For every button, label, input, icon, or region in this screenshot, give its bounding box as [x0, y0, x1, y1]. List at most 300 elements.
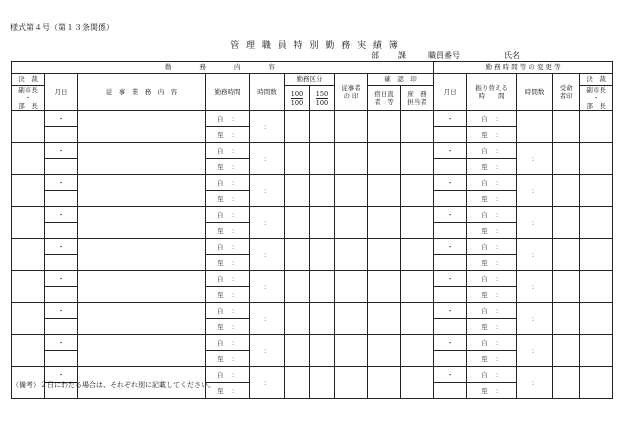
right-date-cell[interactable] — [434, 111, 467, 127]
duty-content-cell[interactable] — [78, 175, 206, 207]
record-row-top — [12, 303, 613, 319]
work-time-header: 勤務時間 — [206, 74, 250, 111]
to-label: 至 — [481, 322, 488, 331]
right-date-header: 月日 — [434, 74, 467, 111]
colon-text: ： — [231, 370, 238, 379]
colon-text: ： — [231, 146, 238, 155]
category-150-cell[interactable] — [310, 111, 335, 143]
worker-seal-header: 従事者 の 印 — [335, 74, 368, 111]
night-duty-seal-cell[interactable] — [368, 303, 401, 335]
hours-colon: ： — [263, 218, 271, 227]
from-time-cell[interactable] — [206, 335, 250, 351]
hours-colon: ： — [531, 186, 538, 195]
right-approver-cell[interactable] — [580, 143, 613, 175]
swap-from-cell[interactable] — [467, 271, 517, 287]
hours-colon: ： — [531, 154, 538, 163]
swap-from-cell[interactable] — [467, 303, 517, 319]
record-row-top — [12, 271, 613, 287]
category-100-cell[interactable] — [285, 175, 310, 207]
right-approver-cell[interactable] — [580, 239, 613, 271]
category-header: 勤務区分 — [285, 74, 335, 86]
category-100-cell[interactable] — [285, 367, 310, 399]
colon-text: ： — [231, 338, 238, 347]
right-date-cell[interactable] — [434, 143, 467, 159]
right-date-cell[interactable] — [434, 239, 467, 255]
colon-text: ： — [231, 226, 238, 235]
to-time-cell[interactable] — [206, 255, 250, 271]
frac2-denominator: 100 — [315, 98, 329, 107]
from-time-cell[interactable] — [206, 111, 250, 127]
affairs-seal-cell[interactable] — [401, 303, 434, 335]
order-seal-cell[interactable] — [553, 335, 580, 367]
to-label: 至 — [217, 354, 224, 363]
right-date-cell-bottom[interactable] — [434, 383, 467, 399]
affairs-seal-cell[interactable] — [401, 207, 434, 239]
swap-from-cell[interactable] — [467, 239, 517, 255]
to-label: 至 — [217, 226, 224, 235]
swap-to-cell[interactable] — [467, 191, 517, 207]
hours-colon: ： — [263, 314, 271, 323]
from-time-cell[interactable] — [206, 239, 250, 255]
colon-text: ： — [231, 162, 238, 171]
to-time-cell[interactable] — [206, 287, 250, 303]
night-duty-seal-cell[interactable] — [368, 271, 401, 303]
colon-text: ： — [495, 274, 503, 283]
worker-seal-cell[interactable] — [335, 175, 368, 207]
category-100-cell[interactable] — [285, 335, 310, 367]
page-title: 管 理 職 員 特 別 勤 務 実 績 簿 — [230, 41, 400, 51]
duty-content-group-header: 勤 務 内 容 — [12, 62, 434, 74]
colon-text: ： — [495, 354, 503, 363]
night-duty-seal-cell[interactable] — [368, 239, 401, 271]
category-150-cell[interactable] — [310, 367, 335, 399]
to-label: 至 — [481, 226, 488, 235]
section-label: 課 — [398, 51, 406, 60]
from-label: 自 — [481, 274, 488, 283]
form-number: 様式第４号（第１３条関係） — [10, 23, 114, 32]
right-hours-cell[interactable] — [517, 143, 553, 175]
right-date-cell-bottom[interactable] — [434, 319, 467, 335]
hours-colon: ： — [263, 122, 271, 131]
from-label: 自 — [481, 242, 488, 251]
date-dot: ・ — [446, 178, 454, 187]
hours-cell[interactable] — [250, 335, 285, 367]
date-dot: ・ — [57, 114, 65, 123]
right-date-cell-bottom[interactable] — [434, 255, 467, 271]
hours-colon: ： — [531, 282, 538, 291]
category-100-cell[interactable] — [285, 239, 310, 271]
date-dot: ・ — [57, 146, 65, 155]
hours-colon: ： — [263, 346, 271, 355]
hours-cell[interactable] — [250, 207, 285, 239]
from-label: 自 — [217, 210, 224, 219]
order-seal-cell[interactable] — [553, 367, 580, 399]
hours-cell[interactable] — [250, 111, 285, 143]
colon-text: ： — [231, 322, 238, 331]
from-label: 自 — [481, 114, 488, 123]
night-duty-seal-cell[interactable] — [368, 335, 401, 367]
to-label: 至 — [481, 130, 488, 139]
night-duty-header: 宿日直 者 等 — [368, 86, 401, 111]
duty-content-cell[interactable] — [78, 207, 206, 239]
category-100-cell[interactable] — [285, 303, 310, 335]
affairs-seal-cell[interactable] — [401, 175, 434, 207]
colon-text: ： — [231, 194, 238, 203]
to-label: 至 — [481, 354, 488, 363]
hours-cell[interactable] — [250, 303, 285, 335]
from-label: 自 — [217, 178, 224, 187]
swap-from-cell[interactable] — [467, 335, 517, 351]
approver-cell[interactable] — [12, 175, 45, 207]
right-approver-header: 副市長 ・ 部 長 — [580, 86, 613, 111]
department-label: 部 — [371, 51, 379, 60]
to-label: 至 — [481, 258, 488, 267]
order-seal-cell[interactable] — [553, 271, 580, 303]
date-cell-bottom[interactable] — [45, 159, 78, 175]
right-kessai-header: 決 裁 — [580, 74, 613, 86]
hours-cell[interactable] — [250, 271, 285, 303]
hours-cell[interactable] — [250, 143, 285, 175]
approver-cell[interactable] — [12, 303, 45, 335]
to-label: 至 — [217, 130, 224, 139]
colon-text: ： — [495, 370, 503, 379]
worker-seal-cell[interactable] — [335, 335, 368, 367]
colon-text: ： — [231, 258, 238, 267]
swap-from-cell[interactable] — [467, 367, 517, 383]
right-hours-cell[interactable] — [517, 271, 553, 303]
colon-text: ： — [495, 178, 503, 187]
date-cell[interactable] — [45, 207, 78, 223]
from-label: 自 — [481, 370, 488, 379]
approver-cell[interactable] — [12, 111, 45, 143]
affairs-seal-cell[interactable] — [401, 143, 434, 175]
duty-content-cell[interactable] — [78, 303, 206, 335]
hours-colon: ： — [263, 282, 271, 291]
from-label: 自 — [217, 274, 224, 283]
colon-text: ： — [495, 114, 503, 123]
colon-text: ： — [231, 178, 238, 187]
date-dot: ・ — [446, 274, 454, 283]
right-date-cell-bottom[interactable] — [434, 191, 467, 207]
date-dot: ・ — [446, 338, 454, 347]
right-date-cell[interactable] — [434, 335, 467, 351]
date-cell[interactable] — [45, 303, 78, 319]
record-row-top — [12, 335, 613, 351]
affairs-seal-cell[interactable] — [401, 239, 434, 271]
date-dot: ・ — [57, 242, 65, 251]
date-cell-bottom[interactable] — [45, 319, 78, 335]
from-time-cell[interactable] — [206, 271, 250, 287]
record-row-top — [12, 143, 613, 159]
to-label: 至 — [217, 162, 224, 171]
category-100-cell[interactable] — [285, 111, 310, 143]
schedule-change-group-header: 勤 務 時 間 等 の 変 更 等 — [434, 62, 613, 74]
colon-text: ： — [495, 322, 503, 331]
hours-colon: ： — [531, 346, 538, 355]
record-row-top — [12, 207, 613, 223]
kessai-header: 決 裁 — [12, 74, 45, 86]
to-time-cell[interactable] — [206, 127, 250, 143]
right-hours-cell[interactable] — [517, 207, 553, 239]
right-hours-cell[interactable] — [517, 239, 553, 271]
swap-from-cell[interactable] — [467, 143, 517, 159]
hours-cell[interactable] — [250, 175, 285, 207]
worker-seal-cell[interactable] — [335, 271, 368, 303]
order-seal-header: 受命 者印 — [553, 74, 580, 111]
date-dot: ・ — [446, 210, 454, 219]
colon-text: ： — [495, 386, 503, 395]
date-dot: ・ — [446, 370, 454, 379]
category-150-header — [310, 86, 335, 111]
swap-to-cell[interactable] — [467, 159, 517, 175]
date-dot: ・ — [57, 370, 65, 379]
from-label: 自 — [481, 338, 488, 347]
right-date-cell[interactable] — [434, 271, 467, 287]
swap-to-cell[interactable] — [467, 287, 517, 303]
category-150-cell[interactable] — [310, 335, 335, 367]
right-approver-cell[interactable] — [580, 271, 613, 303]
right-approver-cell[interactable] — [580, 207, 613, 239]
to-time-cell[interactable] — [206, 319, 250, 335]
name-label: 氏名 — [504, 51, 520, 60]
right-date-cell[interactable] — [434, 175, 467, 191]
colon-text: ： — [231, 354, 238, 363]
from-time-cell[interactable] — [206, 207, 250, 223]
order-seal-cell[interactable] — [553, 207, 580, 239]
duty-content-cell[interactable] — [78, 271, 206, 303]
right-hours-cell[interactable] — [517, 111, 553, 143]
right-date-cell[interactable] — [434, 207, 467, 223]
category-150-cell[interactable] — [310, 175, 335, 207]
from-time-cell[interactable] — [206, 143, 250, 159]
affairs-seal-cell[interactable] — [401, 367, 434, 399]
to-label: 至 — [217, 386, 224, 395]
to-label: 至 — [481, 386, 488, 395]
category-100-cell[interactable] — [285, 207, 310, 239]
to-label: 至 — [481, 162, 488, 171]
date-dot: ・ — [446, 242, 454, 251]
order-seal-cell[interactable] — [553, 111, 580, 143]
to-label: 至 — [481, 290, 488, 299]
hours-colon: ： — [531, 378, 538, 387]
colon-text: ： — [495, 258, 503, 267]
approver-cell[interactable] — [12, 239, 45, 271]
date-dot: ・ — [446, 306, 454, 315]
date-cell[interactable] — [45, 143, 78, 159]
duty-content-cell[interactable] — [78, 239, 206, 271]
date-cell-bottom[interactable] — [45, 223, 78, 239]
frac1-denominator: 100 — [290, 98, 304, 107]
swap-from-cell[interactable] — [467, 175, 517, 191]
category-100-cell[interactable] — [285, 271, 310, 303]
date-dot: ・ — [57, 178, 65, 187]
from-label: 自 — [217, 338, 224, 347]
colon-text: ： — [231, 306, 238, 315]
from-label: 自 — [217, 114, 224, 123]
date-cell[interactable] — [45, 111, 78, 127]
swap-to-cell[interactable] — [467, 383, 517, 399]
date-dot: ・ — [57, 338, 65, 347]
date-cell[interactable] — [45, 175, 78, 191]
right-hours-header: 時間数 — [517, 74, 553, 111]
to-time-cell[interactable] — [206, 223, 250, 239]
date-cell-bottom[interactable] — [45, 255, 78, 271]
night-duty-seal-cell[interactable] — [368, 175, 401, 207]
to-label: 至 — [217, 322, 224, 331]
colon-text: ： — [231, 274, 238, 283]
right-date-cell-bottom[interactable] — [434, 223, 467, 239]
swap-to-cell[interactable] — [467, 127, 517, 143]
from-time-cell[interactable] — [206, 303, 250, 319]
right-hours-cell[interactable] — [517, 303, 553, 335]
category-150-cell[interactable] — [310, 143, 335, 175]
right-date-cell[interactable] — [434, 367, 467, 383]
colon-text: ： — [495, 242, 503, 251]
date-dot: ・ — [446, 146, 454, 155]
right-date-cell-bottom[interactable] — [434, 127, 467, 143]
to-label: 至 — [217, 290, 224, 299]
colon-text: ： — [495, 226, 503, 235]
category-150-cell[interactable] — [310, 239, 335, 271]
worker-seal-cell[interactable] — [335, 111, 368, 143]
colon-text: ： — [495, 194, 503, 203]
from-label: 自 — [217, 242, 224, 251]
date-cell[interactable] — [45, 335, 78, 351]
date-dot: ・ — [57, 210, 65, 219]
right-date-cell-bottom[interactable] — [434, 159, 467, 175]
date-dot: ・ — [57, 306, 65, 315]
affairs-seal-cell[interactable] — [401, 335, 434, 367]
swap-from-cell[interactable] — [467, 207, 517, 223]
colon-text: ： — [495, 290, 503, 299]
right-approver-cell[interactable] — [580, 303, 613, 335]
category-150-cell[interactable] — [310, 303, 335, 335]
right-hours-cell[interactable] — [517, 367, 553, 399]
right-approver-cell[interactable] — [580, 335, 613, 367]
right-date-cell[interactable] — [434, 303, 467, 319]
worker-seal-cell[interactable] — [335, 367, 368, 399]
right-approver-cell[interactable] — [580, 175, 613, 207]
right-date-cell-bottom[interactable] — [434, 351, 467, 367]
hours-colon: ： — [263, 250, 271, 259]
approver-cell[interactable] — [12, 271, 45, 303]
from-label: 自 — [481, 306, 488, 315]
swap-to-cell[interactable] — [467, 255, 517, 271]
date-cell-bottom[interactable] — [45, 127, 78, 143]
to-time-cell[interactable] — [206, 351, 250, 367]
to-time-cell[interactable] — [206, 191, 250, 207]
swap-from-cell[interactable] — [467, 111, 517, 127]
colon-text: ： — [231, 210, 238, 219]
approver-cell[interactable] — [12, 207, 45, 239]
worker-seal-cell[interactable] — [335, 207, 368, 239]
approver-header: 副市長 ・ 部 長 — [12, 86, 45, 111]
colon-text: ： — [231, 386, 238, 395]
affairs-seal-cell[interactable] — [401, 271, 434, 303]
affairs-staff-header: 庶 務 担当者 — [401, 86, 434, 111]
order-seal-cell[interactable] — [553, 175, 580, 207]
to-time-cell[interactable] — [206, 159, 250, 175]
duty-content-cell[interactable] — [78, 143, 206, 175]
affairs-seal-cell[interactable] — [401, 111, 434, 143]
swap-to-cell[interactable] — [467, 223, 517, 239]
from-label: 自 — [217, 370, 224, 379]
swap-time-header: 振り替える 時 間 — [467, 74, 517, 111]
right-approver-cell[interactable] — [580, 111, 613, 143]
colon-text: ： — [231, 114, 238, 123]
swap-to-cell[interactable] — [467, 351, 517, 367]
hours-header: 時間数 — [250, 74, 285, 111]
category-100-cell[interactable] — [285, 143, 310, 175]
night-duty-seal-cell[interactable] — [368, 367, 401, 399]
hours-cell[interactable] — [250, 239, 285, 271]
date-cell-bottom[interactable] — [45, 191, 78, 207]
hours-colon: ： — [531, 250, 538, 259]
to-label: 至 — [217, 194, 224, 203]
right-approver-cell[interactable] — [580, 367, 613, 399]
hours-cell[interactable] — [250, 367, 285, 399]
from-label: 自 — [481, 210, 488, 219]
category-150-cell[interactable] — [310, 271, 335, 303]
right-hours-cell[interactable] — [517, 175, 553, 207]
colon-text: ： — [495, 130, 503, 139]
hours-colon: ： — [263, 186, 271, 195]
duty-content-cell[interactable] — [78, 335, 206, 367]
hours-colon: ： — [531, 218, 538, 227]
date-cell[interactable] — [45, 239, 78, 255]
from-label: 自 — [481, 178, 488, 187]
to-label: 至 — [481, 194, 488, 203]
colon-text: ： — [231, 242, 238, 251]
frac2-numerator: 150 — [315, 89, 329, 98]
swap-to-cell[interactable] — [467, 319, 517, 335]
from-time-cell[interactable] — [206, 175, 250, 191]
worker-seal-cell[interactable] — [335, 239, 368, 271]
colon-text: ： — [495, 306, 503, 315]
approver-cell[interactable] — [12, 143, 45, 175]
date-cell-bottom[interactable] — [45, 351, 78, 367]
date-cell[interactable] — [45, 271, 78, 287]
hours-colon: ： — [263, 378, 271, 387]
night-duty-seal-cell[interactable] — [368, 111, 401, 143]
category-150-cell[interactable] — [310, 207, 335, 239]
order-seal-cell[interactable] — [553, 239, 580, 271]
frac1-numerator: 100 — [290, 89, 304, 98]
night-duty-seal-cell[interactable] — [368, 143, 401, 175]
colon-text: ： — [495, 146, 503, 155]
order-seal-cell[interactable] — [553, 303, 580, 335]
date-cell-bottom[interactable] — [45, 287, 78, 303]
record-row-top — [12, 175, 613, 191]
right-date-cell-bottom[interactable] — [434, 287, 467, 303]
colon-text: ： — [495, 162, 503, 171]
date-header: 月日 — [45, 74, 78, 111]
colon-text: ： — [231, 130, 238, 139]
colon-text: ： — [231, 290, 238, 299]
duty-content-cell[interactable] — [78, 111, 206, 143]
record-row-top — [12, 239, 613, 255]
right-hours-cell[interactable] — [517, 335, 553, 367]
from-label: 自 — [481, 146, 488, 155]
worker-seal-cell[interactable] — [335, 303, 368, 335]
confirm-seal-header: 確 認 印 — [368, 74, 434, 86]
to-label: 至 — [217, 258, 224, 267]
worker-seal-cell[interactable] — [335, 143, 368, 175]
approver-cell[interactable] — [12, 335, 45, 367]
night-duty-seal-cell[interactable] — [368, 207, 401, 239]
from-label: 自 — [217, 146, 224, 155]
order-seal-cell[interactable] — [553, 143, 580, 175]
